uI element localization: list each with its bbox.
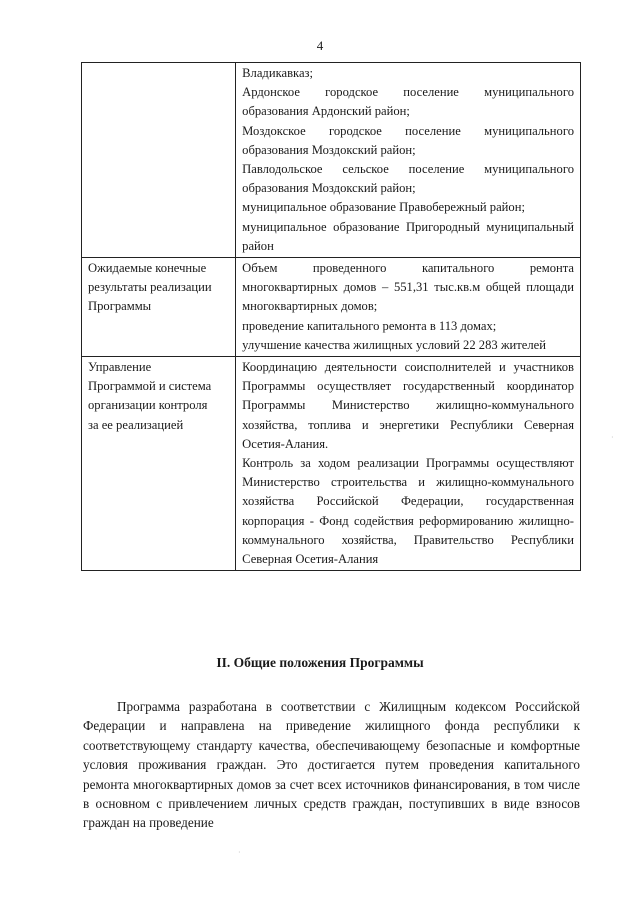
table-row	[82, 357, 581, 571]
label-line: Управление	[88, 360, 152, 375]
value-line: улучшение качества жилищных условий 22 283 жителей	[242, 337, 546, 352]
row-value	[236, 357, 581, 571]
value-line: Ардонское городское поселение муниципального образования Ардонский район;	[242, 85, 574, 119]
label-line: Программы	[88, 299, 152, 314]
value-line: проведение капитального ремонта в 113 домах;	[242, 318, 497, 333]
label-line: Ожидаемые конечные	[88, 261, 207, 276]
table-row	[82, 63, 581, 258]
label-line: Программой и система	[88, 379, 212, 394]
label-line: организации контроля	[88, 398, 208, 413]
body-paragraph: Программа разработана в соответствии с Жилищным кодексом Российской Федерации и направлена на приведение жилищного фонда республики к соответствующему стандарту качества, обеспечивающему безопасные и комфортные условия проживания граждан. Это достигается путем проведения капитального ремонта многоквартирных домов за счет всех источников финансирования, в том числе в основном с привлечением личных средств граждан, поступивших в виде взносов граждан на проведение	[83, 699, 580, 831]
page-number: 4	[316, 38, 324, 53]
value-line: Объем проведенного капитального ремонта многоквартирных домов – 551,31 тыс.кв.м общей площади многоквартирных домов;	[242, 261, 574, 314]
label-line: за ее реализацией	[88, 417, 184, 432]
value-line: Контроль за ходом реализации Программы осуществляют Министерство строительства и жилищно-коммунального хозяйства Российской Федерации, государственная корпорация - Фонд содействия реформированию жилищно-коммунального хозяйства, Правительство Республики Северная Осетия-Алания	[242, 456, 574, 567]
label-line: результаты реализации	[88, 280, 212, 295]
section-title: II. Общие положения Программы	[216, 655, 424, 670]
value-line: Координацию деятельности соисполнителей и участников Программы осуществляет государственный координатор Программы Министерство жилищно-коммунального хозяйства, топлива и энергетики Республики Северная Осетия-Алания.	[242, 360, 574, 451]
value-line: муниципальное образование Пригородный муниципальный район	[242, 219, 574, 253]
value-line: Владикавказ;	[242, 66, 314, 80]
scan-speck: ·	[611, 433, 614, 442]
scan-speck: ·	[238, 848, 241, 857]
row-label	[82, 357, 236, 571]
program-passport-table	[81, 62, 581, 571]
row-label	[82, 258, 236, 357]
row-value	[236, 258, 581, 357]
row-value	[236, 63, 581, 258]
table-row	[82, 258, 581, 357]
row-label	[82, 63, 236, 258]
value-line: муниципальное образование Правобережный район;	[242, 200, 525, 215]
value-line: Павлодольское сельское поселение муниципального образования Моздокский район;	[242, 162, 574, 196]
value-line: Моздокское городское поселение муниципального образования Моздокский район;	[242, 123, 574, 157]
